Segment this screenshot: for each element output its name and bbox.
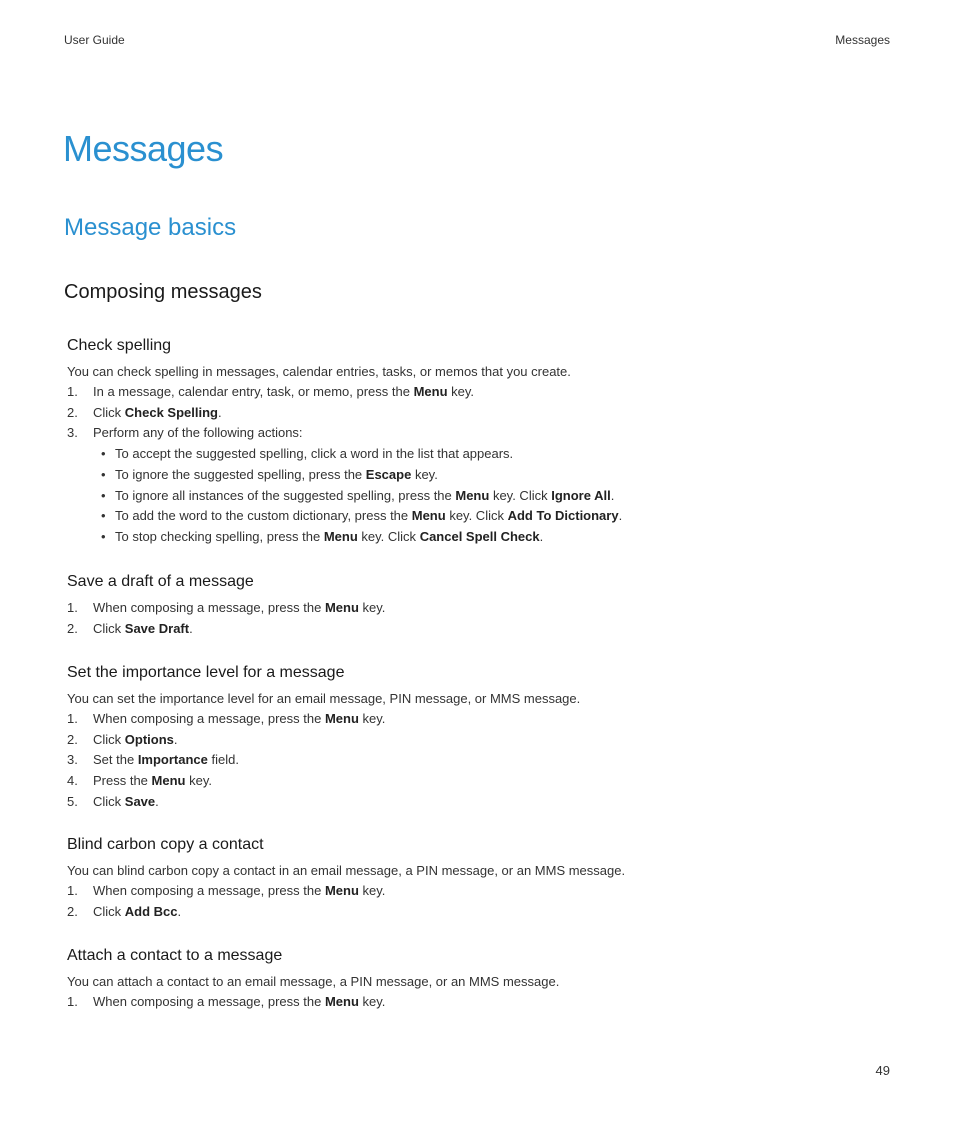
step-item <box>67 730 897 751</box>
step-item <box>67 881 897 902</box>
step-text: Click <box>93 793 125 809</box>
ui-term: Menu <box>324 600 359 615</box>
ui-term: Save <box>124 793 156 809</box>
bullet-icon: • <box>101 508 106 524</box>
section-check-spelling <box>67 335 897 548</box>
step-item <box>67 771 897 792</box>
step-number: 2. <box>67 731 78 747</box>
bullet-icon: • <box>101 466 106 482</box>
step-item <box>67 902 897 923</box>
section-blind-carbon-copy <box>67 834 897 922</box>
bullet-text: To add the word to the custom dictionary, press the <box>115 508 412 524</box>
step-item <box>67 619 897 640</box>
step-item <box>67 382 897 403</box>
step-number: 1. <box>67 994 78 1009</box>
step-text: . <box>189 620 193 636</box>
step-number: 1. <box>67 883 78 898</box>
bullet-item <box>97 527 897 548</box>
step-text: . <box>155 793 159 809</box>
step-text: In a message, calendar entry, task, or memo, press the <box>93 384 414 399</box>
step-list <box>67 382 897 548</box>
section-save-draft <box>67 571 897 639</box>
step-text: key. <box>358 994 386 1009</box>
step-text: When composing a message, press the <box>93 883 325 898</box>
step-item <box>67 792 897 813</box>
subsection-heading-composing-messages: Composing messages <box>64 281 262 303</box>
page-number: 49 <box>875 1063 890 1078</box>
bullet-text: . <box>610 487 615 503</box>
step-number: 1. <box>67 711 78 726</box>
topic-heading: Set the importance level for a message <box>67 664 345 681</box>
step-text: key. <box>358 711 386 726</box>
topic-heading: Check spelling <box>67 337 172 354</box>
intro-text: You can set the importance level for an email message, PIN message, or MMS message. <box>67 691 581 706</box>
step-item <box>67 992 897 1013</box>
bullet-text: key. Click <box>445 508 508 524</box>
step-text: Press the <box>93 773 152 789</box>
ui-term: Add To Dictionary <box>507 508 619 524</box>
step-number: 1. <box>67 384 78 399</box>
step-item <box>67 598 897 619</box>
ui-term: Menu <box>455 487 490 503</box>
topic-heading: Save a draft of a message <box>67 573 254 590</box>
bullet-text: To stop checking spelling, press the <box>115 528 324 544</box>
bullet-text: To accept the suggested spelling, click a word in the list that appears. <box>115 446 514 462</box>
step-text: Perform any of the following actions: <box>93 425 303 441</box>
ui-term: Menu <box>324 994 359 1009</box>
bullet-text: key. Click <box>489 487 552 503</box>
ui-term: Escape <box>365 466 412 482</box>
section-set-importance <box>67 662 897 813</box>
step-number: 3. <box>67 425 78 441</box>
section-attach-contact <box>67 945 897 1013</box>
step-text: Click <box>93 404 125 420</box>
step-number: 2. <box>67 404 78 420</box>
step-number: 5. <box>67 793 78 809</box>
ui-term: Menu <box>324 883 359 898</box>
step-number: 1. <box>67 600 78 615</box>
step-number: 2. <box>67 903 78 919</box>
bullet-icon: • <box>101 528 106 544</box>
ui-term: Menu <box>411 508 446 524</box>
ui-term: Add Bcc <box>124 903 178 919</box>
bullet-text: To ignore the suggested spelling, press the <box>115 466 366 482</box>
step-text: key. <box>358 600 386 615</box>
action-bullet-list <box>93 444 897 548</box>
step-text: . <box>173 731 178 747</box>
step-item <box>67 709 897 730</box>
step-list <box>67 881 897 922</box>
step-text: Set the <box>93 752 138 768</box>
bullet-text: key. <box>411 466 438 482</box>
ui-term: Importance <box>137 752 208 768</box>
bullet-icon: • <box>101 487 106 503</box>
step-list <box>67 598 897 639</box>
step-text: When composing a message, press the <box>93 994 325 1009</box>
ui-term: Check Spelling <box>124 404 218 420</box>
bullet-icon: • <box>101 446 106 462</box>
step-text: . <box>217 404 222 420</box>
step-number: 2. <box>67 620 78 636</box>
running-header-right: Messages <box>835 33 890 47</box>
intro-text: You can blind carbon copy a contact in an email message, a PIN message, or an MMS message. <box>67 863 626 878</box>
bullet-text: key. Click <box>357 528 420 544</box>
step-text: . <box>177 903 182 919</box>
step-text: Click <box>93 731 125 747</box>
ui-term: Ignore All <box>551 487 611 503</box>
step-item <box>67 403 897 424</box>
ui-term: Menu <box>413 384 448 399</box>
page-title: Messages <box>63 128 224 169</box>
step-list <box>67 992 897 1013</box>
step-text: key. <box>185 773 212 789</box>
intro-text: You can attach a contact to an email message, a PIN message, or an MMS message. <box>67 974 560 989</box>
bullet-item <box>97 444 897 465</box>
section-heading-message-basics: Message basics <box>64 214 237 241</box>
ui-term: Options <box>124 731 174 747</box>
step-number: 4. <box>67 773 78 789</box>
step-item <box>67 750 897 771</box>
step-text: When composing a message, press the <box>93 711 325 726</box>
step-text: key. <box>447 384 475 399</box>
step-item <box>67 423 897 547</box>
step-text: field. <box>207 752 239 768</box>
bullet-item <box>97 465 897 486</box>
bullet-text: To ignore all instances of the suggested spelling, press the <box>115 487 456 503</box>
step-text: key. <box>358 883 386 898</box>
ui-term: Save Draft <box>124 620 190 636</box>
bullet-item <box>97 506 897 527</box>
step-number: 3. <box>67 752 78 768</box>
topic-heading: Blind carbon copy a contact <box>67 836 264 853</box>
bullet-text: . <box>618 508 623 524</box>
bullet-text: . <box>539 528 544 544</box>
step-text: Click <box>93 903 125 919</box>
step-list <box>67 709 897 813</box>
intro-text: You can check spelling in messages, calendar entries, tasks, or memos that you create. <box>67 364 571 379</box>
ui-term: Menu <box>151 773 186 789</box>
ui-term: Menu <box>323 528 358 544</box>
ui-term: Cancel Spell Check <box>419 528 540 544</box>
step-text: When composing a message, press the <box>93 600 325 615</box>
bullet-item <box>97 486 897 507</box>
topic-heading: Attach a contact to a message <box>67 947 283 964</box>
running-header-left: User Guide <box>64 33 125 47</box>
ui-term: Menu <box>324 711 359 726</box>
step-text: Click <box>93 620 125 636</box>
